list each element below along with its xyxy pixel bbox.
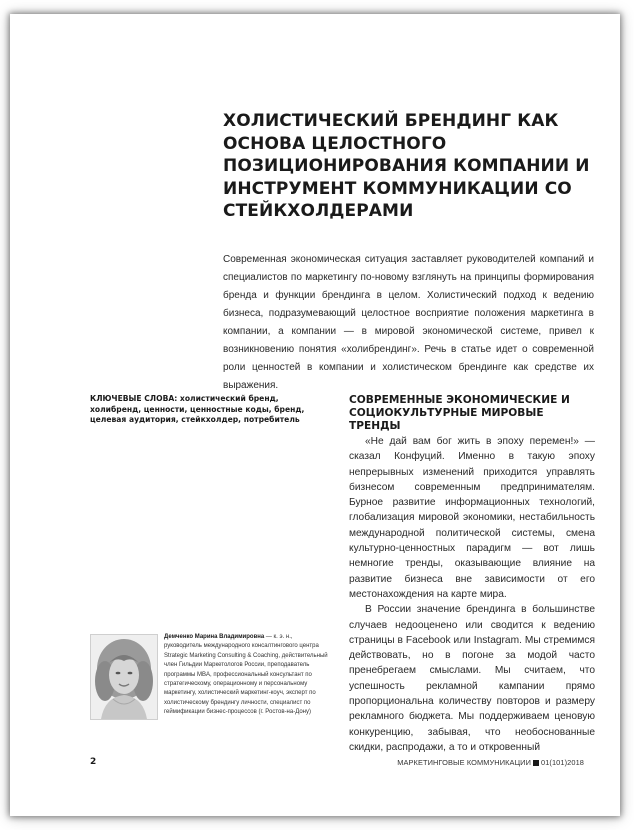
journal-page <box>10 14 620 816</box>
body-paragraph: «Не дай вам бог жить в эпоху перемен!» — сказал Конфуций. Именно в такую эпоху непрерывных изменений приходится управлять бизнесом современным предпринимателям. Бурное развитие информационных технологий, глобализация мировой экономики, нестабильность международной политической системы, смена культурно-ценностных парадигм — вот лишь немногие тренды, оказывающие влияние на развитие бизнеса вне зависимости от его местонахождения на карте мира. <box>349 436 595 600</box>
keywords: КЛЮЧЕВЫЕ СЛОВА: холистический бренд, холибренд, ценности, ценностные коды, бренд, целевая аудитория, стейкхолдер, потребитель <box>90 394 305 424</box>
journal-name: МАРКЕТИНГОВЫЕ КОММУНИКАЦИИ <box>397 758 531 767</box>
running-footer <box>397 758 584 767</box>
body-paragraph: В России значение брендинга в большинстве случаев недооценено или сводится к ведению страницы в Facebook или Instagram. Мы стремимся действовать, но в погоне за модой часто пренебрегаем смыслами. Мы считаем, что успешность рекламной кампании прямо пропорциональна количеству повторов и размеру рекламного бюджета. Мы поддерживаем ценовую конкуренцию, забывая, что необоснованные скидки, распродажи, а то и откровенный <box>349 604 595 753</box>
author-bio <box>164 633 330 718</box>
article-body <box>349 434 595 755</box>
author-description: — к. э. н., руководитель международного консалтингового центра Strategic Marketing Consulting & Coaching, действительный член Гильдии Маркетологов России, преподаватель программы MBA, профессиональный консультант по стратегическому, операционному и персональному маркетингу, холистический маркетинг-коуч, эксперт по холистическому брендингу личности, специалист по геймификации бизнес-процессов (г. Ростов-на-Дону) <box>164 634 328 716</box>
article-abstract: Современная экономическая ситуация заставляет руководителей компаний и специалистов по маркетингу по-новому взглянуть на принципы формирования бренда и функции брендинга в целом. Холистический подход к ведению бизнеса, подразумевающий целостное восприятие положения маркетинга в компании, а компании — в мировой экономической системе, привел к возникновению понятия «холибрендинг». Речь в статье идет о современной роли ценностей в компании и холистическом брендинге как средстве их выражения. <box>223 254 594 391</box>
page-number: 2 <box>90 757 97 767</box>
section-heading: СОВРЕМЕННЫЕ ЭКОНОМИЧЕСКИЕ И СОЦИОКУЛЬТУРНЫЕ МИРОВЫЕ ТРЕНДЫ <box>349 394 570 432</box>
article-title: ХОЛИСТИЧЕСКИЙ БРЕНДИНГ КАК ОСНОВА ЦЕЛОСТНОГО ПОЗИЦИОНИРОВАНИЯ КОМПАНИИ И ИНСТРУМЕНТ КОММУНИКАЦИИ СО СТЕЙКХОЛДЕРАМИ <box>223 111 590 221</box>
author-photo <box>90 634 158 720</box>
issue-number: 01(101)2018 <box>540 758 584 767</box>
author-name: Демченко Марина Владимировна <box>164 634 265 640</box>
author-portrait-image <box>91 635 157 719</box>
square-separator-icon <box>533 760 539 766</box>
